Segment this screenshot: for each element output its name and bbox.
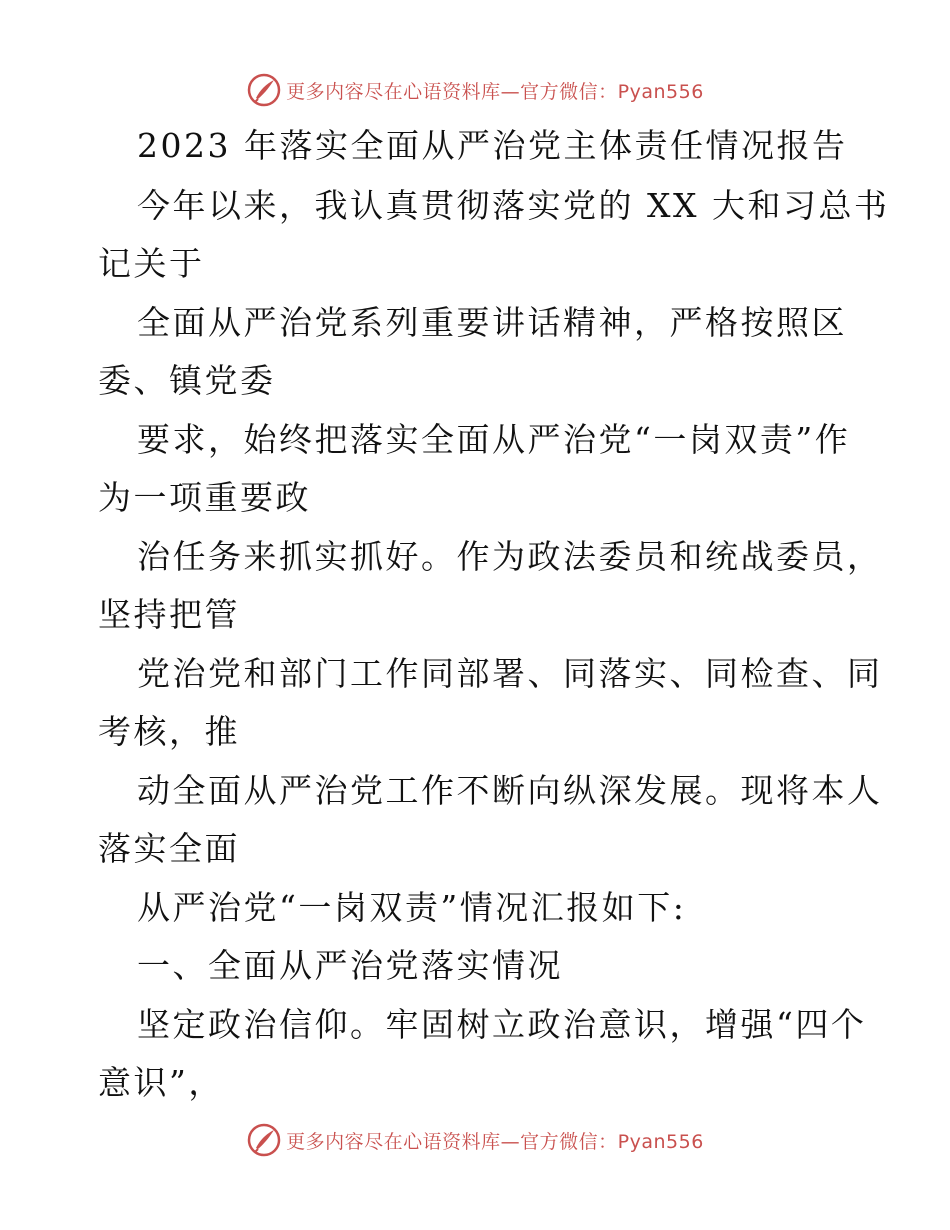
- paragraph-line: 要求，始终把落实全面从严治党“一岗双责”作: [137, 420, 851, 459]
- paragraph-line: 委、镇党委: [98, 361, 276, 400]
- watermark-text: 更多内容尽在心语资料库—官方微信：Pyan556: [286, 1130, 704, 1153]
- section-heading: 一、全面从严治党落实情况: [137, 946, 563, 985]
- paragraph-line: 意识”，: [98, 1063, 224, 1102]
- quill-pen-logo-icon: [246, 1122, 282, 1158]
- paragraph-line: 全面从严治党系列重要讲话精神，严格按照区: [137, 303, 847, 342]
- paragraph-line: 考核，推: [98, 712, 240, 751]
- watermark-banner-bottom: [0, 1120, 950, 1160]
- paragraph-line: 从严治党“一岗双责”情况汇报如下:: [137, 888, 687, 927]
- paragraph-line: 治任务来抓实抓好。作为政法委员和统战委员，: [137, 537, 883, 576]
- paragraph-line: 坚定政治信仰。牢固树立政治意识，增强“四个: [137, 1005, 867, 1044]
- paragraph-line: 落实全面: [98, 829, 240, 868]
- paragraph-line: 记关于: [98, 244, 205, 283]
- paragraph-line: 今年以来，我认真贯彻落实党的 XX 大和习总书: [137, 186, 890, 225]
- document-title: 2023 年落实全面从严治党主体责任情况报告: [137, 126, 848, 165]
- paragraph-line: 动全面从严治党工作不断向纵深发展。现将本人: [137, 771, 883, 810]
- paragraph-line: 党治党和部门工作同部署、同落实、同检查、同: [137, 654, 883, 693]
- watermark-text: 更多内容尽在心语资料库—官方微信：Pyan556: [286, 80, 704, 103]
- paragraph-line: 为一项重要政: [98, 478, 311, 517]
- paragraph-line: 坚持把管: [98, 595, 240, 634]
